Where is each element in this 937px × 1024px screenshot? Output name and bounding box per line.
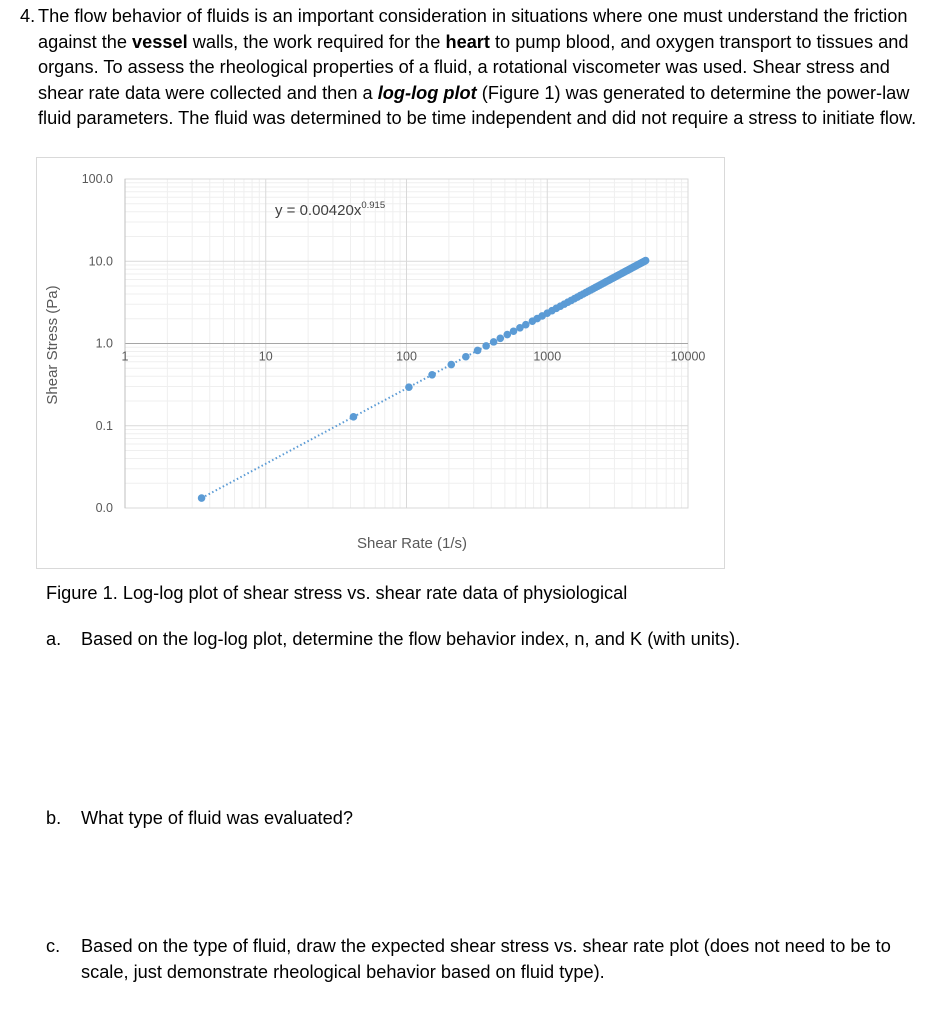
data-point xyxy=(490,338,498,346)
subquestion-letter: b. xyxy=(46,808,62,828)
subquestion-text: Based on the log-log plot, determine the flow behavior index, n, and K (with units). xyxy=(81,629,741,649)
question-text-segment: walls, the work required for the xyxy=(187,31,446,52)
data-point xyxy=(462,353,470,361)
question-text-segment: vessel xyxy=(132,31,188,52)
figure-caption: Figure 1. Log-log plot of shear stress vs. shear rate data of physiological xyxy=(46,583,628,603)
x-tick-label: 100 xyxy=(396,349,417,364)
y-tick-label: 0.1 xyxy=(95,418,113,433)
x-tick-label: 1 xyxy=(121,349,129,364)
x-tick-label: 1000 xyxy=(533,349,562,364)
data-point xyxy=(350,413,358,421)
subquestion-text: Based on the type of fluid, draw the expected shear stress vs. shear rate plot (does not need to be to scale, just demonstrate rheological behavior based on fluid type). xyxy=(81,936,891,982)
question-text-segment: heart xyxy=(445,31,490,52)
subquestion-b xyxy=(46,805,906,831)
trendline-equation-exponent: 0.915 xyxy=(361,200,386,211)
y-tick-label: 100.0 xyxy=(81,172,113,186)
data-point xyxy=(428,371,436,379)
trendline-equation xyxy=(275,200,385,219)
subquestion-a xyxy=(46,626,906,652)
question-text-segment: to pump blood, and oxygen transport to tissues and organs. To assess the rheological properties of a fluid, a rotational viscometer was used. Shear stress and shear rate data were collected and then a xyxy=(38,31,909,103)
figure-1-chart xyxy=(36,157,725,569)
question-number: 4. xyxy=(20,6,36,26)
y-tick-label: 10.0 xyxy=(88,254,113,269)
question-text-segment: The flow behavior of fluids is an important consideration in situations where one must understand the friction against the xyxy=(38,6,908,52)
question-text-segment: (Figure 1) was generated to determine the power-law fluid parameters. The fluid was determined to be time independent and did not require a stress to initiate flow. xyxy=(38,82,917,129)
data-point xyxy=(482,342,490,350)
data-point xyxy=(510,327,518,335)
y-tick-label: 1.0 xyxy=(95,336,113,351)
x-axis-title: Shear Rate (1/s) xyxy=(356,535,468,552)
data-point xyxy=(522,321,530,329)
y-axis-title: Shear Stress (Pa) xyxy=(44,285,61,405)
subquestion-c xyxy=(46,933,906,985)
data-point xyxy=(405,383,413,391)
subquestion-text: What type of fluid was evaluated? xyxy=(81,808,353,828)
y-tick-label: 0.0 xyxy=(95,501,113,515)
data-point xyxy=(447,361,455,369)
question-4 xyxy=(20,4,920,132)
data-point xyxy=(474,347,482,355)
data-point xyxy=(198,494,206,502)
data-point xyxy=(642,257,650,265)
subquestion-letter: c. xyxy=(46,936,61,956)
x-tick-label: 10000 xyxy=(670,349,706,364)
question-text-segment: log-log plot xyxy=(377,82,477,103)
question-text xyxy=(38,4,920,132)
x-tick-label: 10 xyxy=(258,349,273,364)
trendline-equation-main: y = 0.00420x xyxy=(275,202,362,219)
subquestion-letter: a. xyxy=(46,629,62,649)
log-log-plot xyxy=(37,158,726,570)
data-point xyxy=(497,335,505,343)
